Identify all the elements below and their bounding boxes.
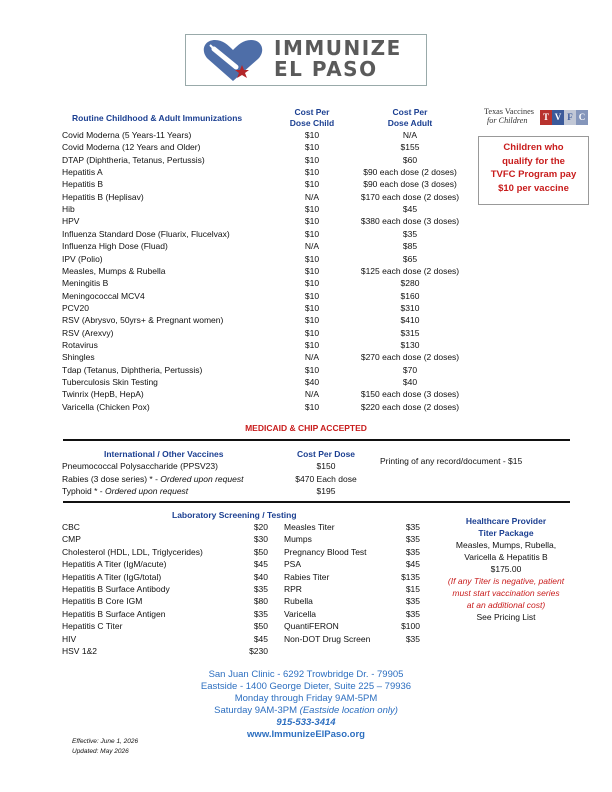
clinic-address-eastside: Eastside - 1400 George Dieter, Suite 225 – 79936 [200, 681, 412, 692]
hours-saturday [0, 705, 612, 717]
tvfc-note-line: TVFC Program pay [490, 169, 577, 180]
table-row [0, 351, 612, 363]
cost-child: $10 [304, 154, 320, 165]
cost-child: $40 [304, 377, 320, 387]
test-price: $50 [253, 546, 268, 557]
titer-package-note: (If any Titer is negative, patient [447, 576, 565, 586]
medicaid-notice: MEDICAID & CHIP ACCEPTED [245, 423, 367, 433]
vaccine-name: IPV (Polio) [62, 253, 103, 264]
vaccine-name: Hib [62, 204, 75, 215]
cost-child: $10 [304, 364, 320, 375]
tvfc-letter-t: T [540, 110, 552, 125]
cost-child: $10 [304, 228, 320, 239]
vaccine-label: Rabies (3 dose series) * - [62, 473, 161, 484]
order-note: Ordered upon request [105, 486, 189, 496]
test-price: $35 [405, 522, 420, 532]
vaccine-name: Twinrix (HepB, HepA) [62, 389, 144, 400]
test-price: $35 [405, 596, 420, 607]
logo-line-1: IMMUNIZE [274, 36, 402, 60]
cost-adult: $60 [402, 154, 418, 165]
table-row [0, 327, 612, 339]
cost-adult: $310 [400, 302, 420, 313]
routine-title: Routine Childhood & Adult Immunizations [72, 113, 243, 123]
tvfc-line-2: for Children [487, 115, 528, 125]
cost-adult: $315 [400, 327, 420, 338]
cost-per-dose: $470 Each dose [295, 473, 357, 484]
cost-per-dose: $150 [316, 461, 336, 471]
lab-title: Laboratory Screening / Testing [172, 510, 297, 520]
test-price: $50 [253, 621, 268, 632]
table-row [0, 388, 612, 400]
cost-adult: $160 [400, 290, 420, 301]
logo [185, 34, 427, 86]
test-price: $100 [401, 621, 420, 632]
international-title: International / Other Vaccines [104, 449, 224, 459]
vaccine-name: Measles, Mumps & Rubella [62, 265, 166, 276]
table-row [0, 228, 612, 240]
vaccine-name: Covid Moderna (12 Years and Older) [62, 142, 201, 153]
table-row [0, 376, 612, 388]
test-name: PSA [284, 559, 302, 570]
cost-child: $10 [304, 216, 320, 227]
table-row [0, 460, 612, 472]
col-child-header-line2: Dose Child [289, 118, 335, 128]
test-name: Non-DOT Drug Screen [284, 633, 371, 644]
cost-adult: $35 [402, 228, 418, 239]
table-row [0, 473, 612, 485]
cost-adult: $40 [402, 377, 418, 387]
test-price: $20 [253, 522, 268, 532]
tvfc-letter-f: F [564, 110, 576, 125]
lab-row [0, 645, 300, 657]
cost-adult: $90 each dose (3 doses) [363, 179, 457, 190]
website-link[interactable]: www.ImmunizeElPaso.org [247, 729, 365, 740]
updated-date: Updated: May 2026 [72, 748, 129, 755]
vaccine-name [62, 485, 188, 497]
hours-saturday-text: Saturday 9AM-3PM [214, 705, 300, 716]
vaccine-name: RSV (Arexvy) [62, 327, 114, 338]
test-price: $80 [253, 596, 268, 607]
test-price: $35 [405, 608, 420, 619]
col-adult-header [345, 107, 475, 129]
test-name: Hepatitis A Titer (IgG/total) [62, 571, 162, 582]
col-child-header [272, 107, 352, 129]
vaccine-label: Pneumococcal Polysaccharide (PPSV23) [62, 461, 218, 471]
phone-number[interactable]: 915-533-3414 [276, 717, 336, 728]
vaccine-name: Tuberculosis Skin Testing [62, 377, 158, 387]
cost-child: $10 [304, 339, 320, 350]
section-divider [63, 439, 570, 441]
cost-child: $10 [304, 130, 320, 140]
test-name: Varicella [284, 608, 316, 619]
vaccine-name: Hepatitis A [62, 167, 103, 178]
test-name: Hepatitis A Titer (IgM/acute) [62, 559, 167, 570]
pricing-list-reference: See Pricing List [476, 612, 536, 622]
test-name: Rubella [284, 596, 313, 607]
order-note: Ordered upon request [160, 473, 244, 484]
test-name: Hepatitis B Surface Antibody [62, 584, 170, 594]
vaccine-name: RSV (Abrysvo, 50yrs+ & Pregnant women) [62, 315, 224, 326]
table-row [0, 401, 612, 413]
table-row [0, 314, 612, 326]
test-name: Hepatitis C Titer [62, 621, 123, 632]
test-price: $45 [405, 559, 420, 570]
cost-child: $10 [304, 142, 320, 153]
international-cost-header: Cost Per Dose [296, 449, 356, 459]
cost-child: N/A [304, 241, 320, 252]
cost-child: $10 [304, 315, 320, 326]
tvfc-letter-c: C [576, 110, 588, 125]
test-price: $230 [249, 646, 268, 656]
test-price: $45 [253, 633, 268, 644]
test-name: RPR [284, 584, 302, 594]
vaccine-name: DTAP (Diphtheria, Tetanus, Pertussis) [62, 154, 205, 165]
cost-adult: $70 [402, 364, 418, 375]
cost-adult: $130 [400, 339, 420, 350]
cost-adult: $220 each dose (2 doses) [360, 401, 460, 412]
vaccine-name: Hepatitis B [62, 179, 104, 190]
cost-child: $10 [304, 265, 320, 276]
tvfc-logo [484, 106, 588, 130]
col-adult-header-line2: Dose Adult [387, 118, 433, 128]
heart-syringe-icon [198, 37, 268, 83]
test-price: $135 [401, 571, 420, 582]
cost-adult: $125 each dose (2 doses) [360, 265, 460, 276]
col-adult-header-line1: Cost Per [392, 107, 428, 117]
vaccine-name: Shingles [62, 352, 95, 363]
cost-adult: $155 [400, 142, 420, 153]
test-name: Hepatitis B Surface Antigen [62, 608, 166, 619]
titer-package-note: must start vaccination series [452, 588, 560, 598]
test-price: $40 [253, 571, 268, 582]
cost-adult: $85 [402, 241, 418, 252]
vaccine-name: Meningococcal MCV4 [62, 290, 145, 301]
cost-child: $10 [304, 278, 320, 289]
table-row [0, 290, 612, 302]
cost-child: N/A [304, 352, 320, 363]
test-price: $15 [405, 584, 420, 594]
cost-per-dose: $195 [316, 486, 336, 496]
titer-package-body: Measles, Mumps, Rubella, [455, 540, 557, 550]
test-name: Pregnancy Blood Test [284, 546, 367, 557]
cost-child: $10 [304, 327, 320, 338]
test-price: $30 [253, 534, 268, 545]
table-row [0, 265, 612, 277]
test-price: $35 [253, 584, 268, 594]
clinic-address-san-juan: San Juan Clinic - 6292 Trowbridge Dr. - 79905 [208, 669, 404, 680]
test-name: Cholesterol (HDL, LDL, Triglycerides) [62, 546, 203, 557]
titer-package-note: at an additional cost) [466, 600, 546, 610]
test-name: Hepatitis B Core IGM [62, 596, 143, 607]
vaccine-name: Varicella (Chicken Pox) [62, 401, 150, 412]
logo-line-2: EL PASO [274, 57, 378, 81]
titer-package-body: Varicella & Hepatitis B [464, 552, 548, 562]
vaccine-name: Meningitis B [62, 278, 109, 289]
cost-child: $10 [304, 179, 320, 190]
cost-adult: $280 [400, 278, 420, 289]
cost-adult: $45 [402, 204, 418, 215]
vaccine-name: PCV20 [62, 302, 89, 313]
hours-saturday-note: (Eastside location only) [299, 705, 398, 716]
test-name: HSV 1&2 [62, 646, 97, 656]
vaccine-name: Covid Moderna (5 Years-11 Years) [62, 130, 192, 140]
titer-package-title-2: Titer Package [478, 528, 534, 538]
test-price: $35 [405, 633, 420, 644]
titer-package-title-1: Healthcare Provider [465, 516, 547, 526]
col-child-header-line1: Cost Per [294, 107, 330, 117]
test-price: $35 [253, 608, 268, 619]
table-row [0, 339, 612, 351]
test-name: CMP [62, 534, 81, 545]
vaccine-name: Tdap (Tetanus, Diphtheria, Pertussis) [62, 364, 203, 375]
vaccine-name [62, 460, 218, 472]
tvfc-note-line: $10 per vaccine [498, 182, 569, 194]
effective-date: Effective: June 1, 2026 [72, 738, 139, 745]
cost-child: $10 [304, 290, 320, 301]
tvfc-line-1: Texas Vaccines [484, 107, 534, 116]
cost-child: N/A [304, 191, 320, 202]
test-name: QuantiFERON [284, 621, 339, 632]
cost-child: $10 [304, 167, 320, 178]
test-name: HIV [62, 633, 77, 644]
table-row [0, 253, 612, 265]
vaccine-name: Hepatitis B (Heplisav) [62, 191, 144, 202]
cost-adult: $65 [402, 253, 418, 264]
titer-package [445, 515, 567, 623]
tvfc-letter-v: V [552, 110, 564, 125]
vaccine-name [62, 473, 243, 485]
table-row [0, 240, 612, 252]
cost-child: $10 [304, 401, 320, 412]
table-row [0, 215, 612, 227]
table-row [0, 277, 612, 289]
cost-adult: $150 each dose (3 doses) [360, 389, 460, 400]
lab-row [0, 633, 612, 645]
printing-fee: Printing of any record/document - $15 [380, 456, 523, 466]
tvfc-note-line: qualify for the [502, 155, 565, 167]
cost-child: $10 [304, 253, 320, 264]
cost-adult: $170 each dose (2 doses) [360, 191, 460, 202]
vaccine-name: Influenza Standard Dose (Fluarix, Flucelvax) [62, 228, 230, 239]
vaccine-name: Rotavirus [62, 339, 98, 350]
cost-adult: N/A [402, 130, 418, 140]
vaccine-name: HPV [62, 216, 80, 227]
test-name: CBC [62, 522, 80, 532]
cost-child: $10 [304, 302, 320, 313]
test-price: $45 [253, 559, 268, 570]
hours-weekday: Monday through Friday 9AM-5PM [234, 693, 378, 704]
test-price: $35 [405, 546, 420, 557]
cost-child: $10 [304, 204, 320, 215]
test-price: $35 [405, 534, 420, 545]
test-name: Rabies Titer [284, 571, 330, 582]
test-name: Measles Titer [284, 522, 335, 532]
table-row [0, 302, 612, 314]
cost-child: N/A [304, 389, 320, 400]
test-name: Mumps [284, 534, 312, 545]
vaccine-label: Typhoid * - [62, 486, 105, 496]
cost-adult: $380 each dose (3 doses) [360, 216, 460, 227]
table-row [0, 364, 612, 376]
cost-adult: $410 [400, 315, 420, 326]
tvfc-note [478, 136, 589, 205]
tvfc-note-line: Children who [503, 142, 564, 153]
vaccine-name: Influenza High Dose (Fluad) [62, 241, 168, 252]
titer-package-price: $175.00 [490, 564, 522, 574]
table-row [0, 485, 612, 497]
cost-adult: $90 each dose (2 doses) [363, 167, 457, 178]
section-divider [63, 501, 570, 503]
cost-adult: $270 each dose (2 doses) [360, 352, 460, 363]
